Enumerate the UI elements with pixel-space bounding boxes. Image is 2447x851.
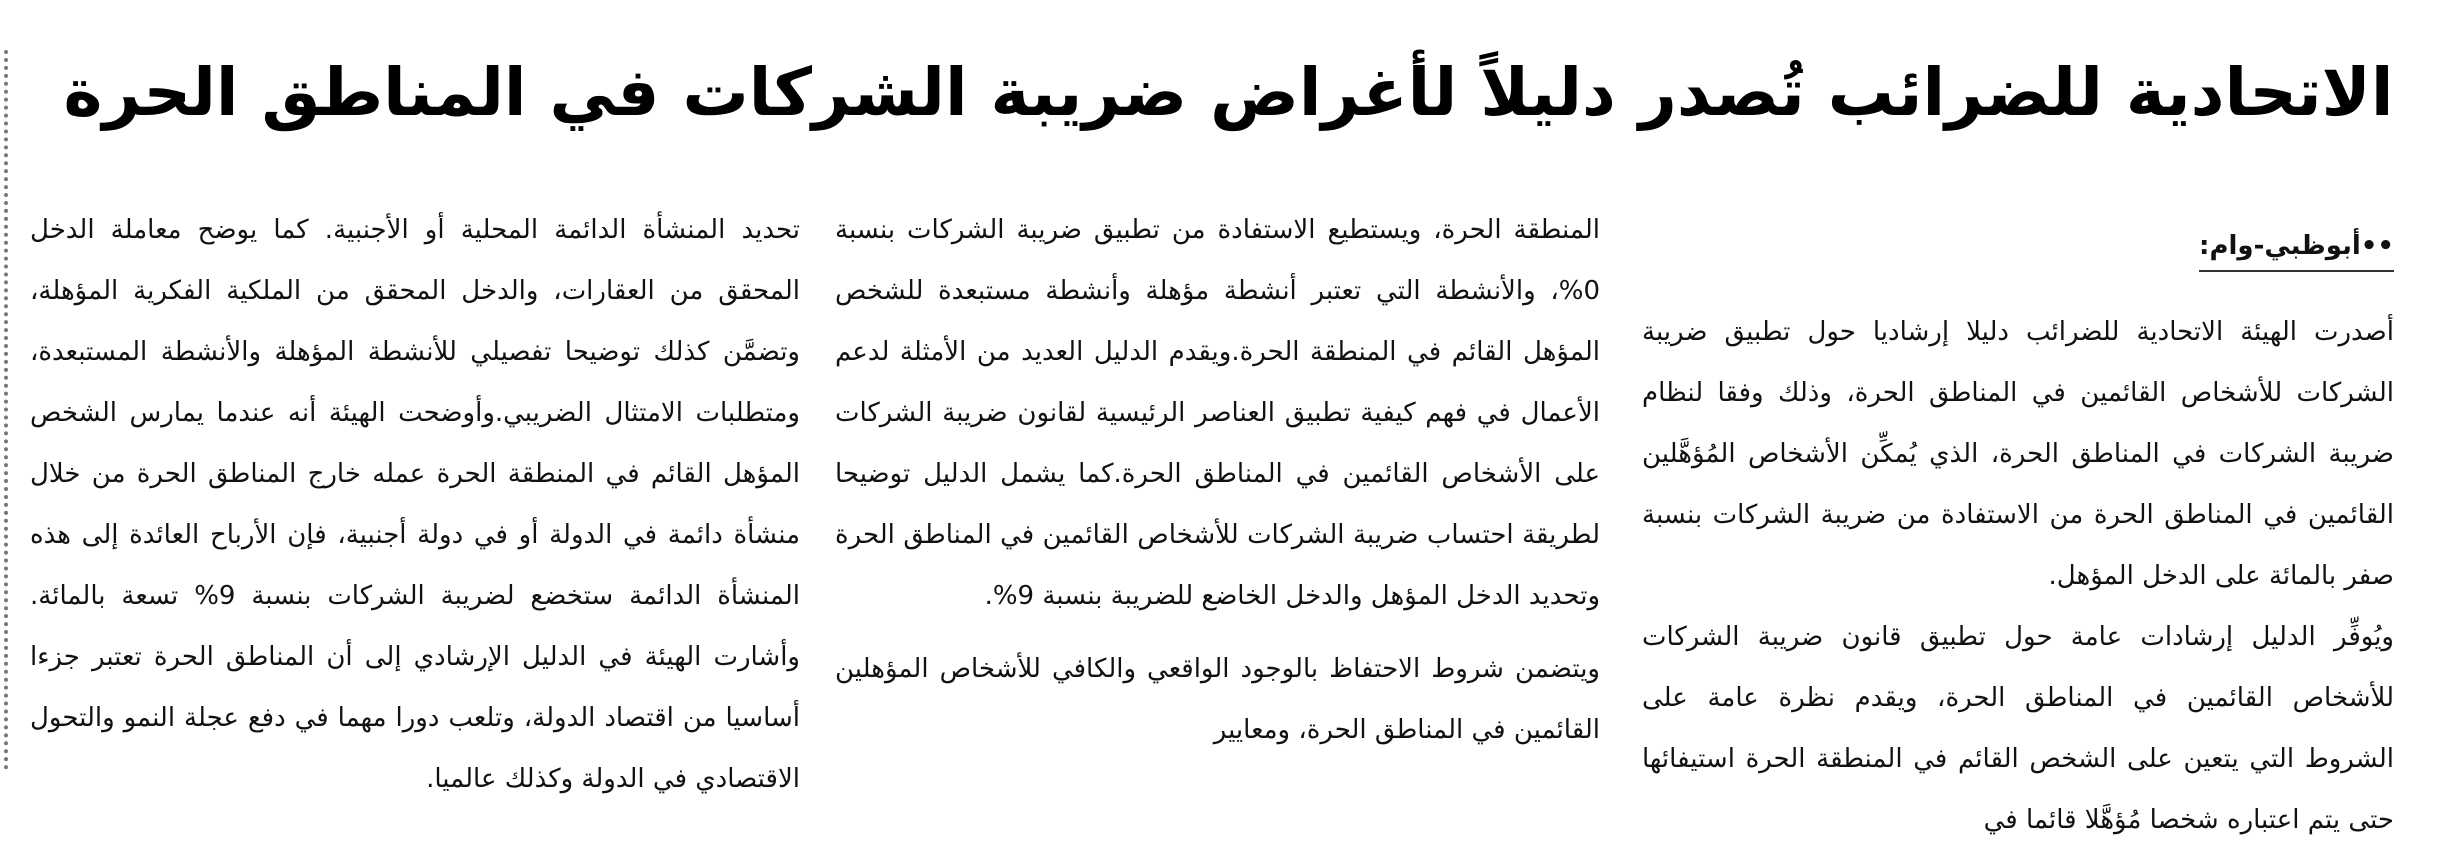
dotted-cut-border: [4, 50, 8, 770]
article-paragraph: ويتضمن شروط الاحتفاظ بالوجود الواقعي والكافي للأشخاص المؤهلين القائمين في المناطق الحرة، ومعايير: [835, 654, 1600, 745]
article-column-middle: [835, 200, 1600, 761]
article-paragraph: ويُوفِّر الدليل إرشادات عامة حول تطبيق قانون ضريبة الشركات للأشخاص القائمين في المناطق الحرة، ويقدم نظرة عامة على الشروط التي يتعين على الشخص القائم في المنطقة الحرة استيفائها حتى يتم اعتباره شخصا مُؤهَّلا قائما في: [1642, 622, 2394, 835]
dateline: [2199, 226, 2394, 272]
paragraph-gap: [835, 627, 1600, 639]
article-column-right: [1642, 302, 2394, 851]
article-paragraph: تحديد المنشأة الدائمة المحلية أو الأجنبية. كما يوضح معاملة الدخل المحقق من العقارات، والدخل المحقق من الملكية الفكرية المؤهلة، وتضمَّن كذلك توضيحا تفصيلي للأنشطة المؤهلة والأنشطة المستبعدة، ومتطلبات الامتثال الضريبي.وأوضحت الهيئة أنه عندما يمارس الشخص المؤهل القائم في المنطقة الحرة عمله خارج المناطق الحرة من خلال منشأة دائمة في الدولة أو في دولة أجنبية، فإن الأرباح العائدة إلى هذه المنشأة الدائمة ستخضع لضريبة الشركات بنسبة 9% تسعة بالمائة. وأشارت الهيئة في الدليل الإرشادي إلى أن المناطق الحرة تعتبر جزءا أساسيا من اقتصاد الدولة، وتلعب دورا مهما في دفع عجلة النمو والتحول الاقتصادي في الدولة وكذلك عالميا.: [30, 215, 801, 794]
headline: الاتحادية للضرائب تُصدر دليلاً لأغراض ضريبة الشركات في المناطق الحرة: [63, 54, 2394, 131]
article-paragraph: أصدرت الهيئة الاتحادية للضرائب دليلا إرشاديا حول تطبيق ضريبة الشركات للأشخاص القائمين في المناطق الحرة، وذلك وفقا لنظام ضريبة الشركات في المناطق الحرة، الذي يُمكِّن الأشخاص المُؤهَّلين القائمين في المناطق الحرة من الاستفادة من ضريبة الشركات بنسبة صفر بالمائة على الدخل المؤهل.: [1642, 317, 2394, 591]
article-paragraph: المنطقة الحرة، ويستطيع الاستفادة من تطبيق ضريبة الشركات بنسبة 0%، والأنشطة التي تعتبر أنشطة مؤهلة وأنشطة مستبعدة للشخص المؤهل القائم في المنطقة الحرة.ويقدم الدليل العديد من الأمثلة لدعم الأعمال في فهم كيفية تطبيق العناصر الرئيسية لقانون ضريبة الشركات على الأشخاص القائمين في المناطق الحرة.كما يشمل الدليل توضيحا لطريقة احتساب ضريبة الشركات للأشخاص القائمين في المناطق الحرة وتحديد الدخل المؤهل والدخل الخاضع للضريبة بنسبة 9%.: [835, 215, 1600, 611]
article-column-left: [30, 200, 800, 810]
dateline-text: أبوظبي-وام:: [2199, 231, 2361, 261]
dateline-bullets: ••: [2360, 231, 2394, 261]
